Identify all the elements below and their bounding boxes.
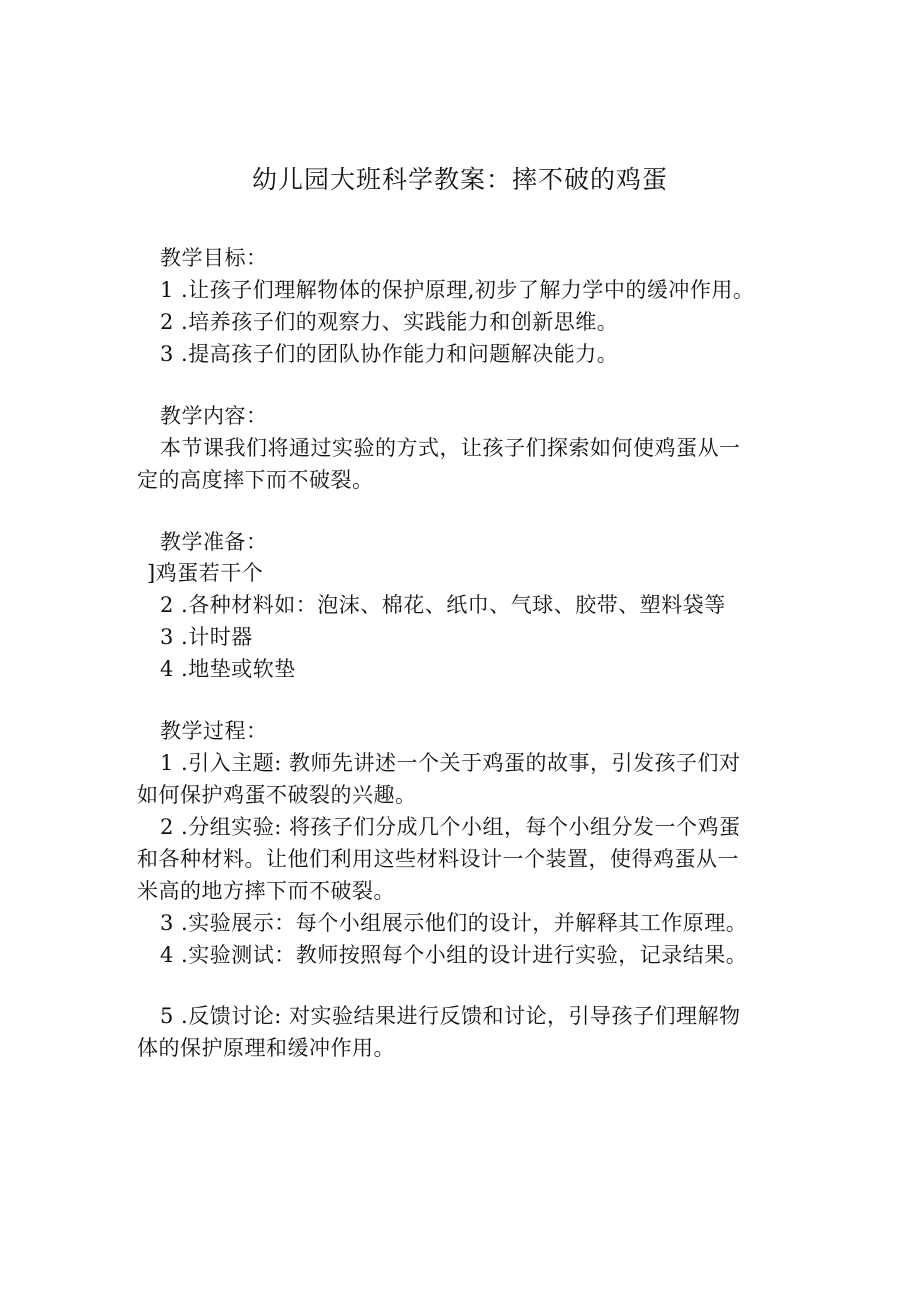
preparation-item-4: 4 .地垫或软垫 [160, 657, 296, 681]
process-heading: 教学过程： [160, 719, 268, 743]
document-title: 幼儿园大班科学教案：摔不破的鸡蛋 [251, 165, 668, 194]
process-line-3: 2 .分组实验: 将孩子们分成几个小组，每个小组分发一个鸡蛋 [160, 815, 741, 839]
process-line-5: 米高的地方摔下而不破裂。 [137, 879, 395, 903]
process-line-6: 3 .实验展示：每个小组展示他们的设计，并解释其工作原理。 [160, 911, 748, 935]
process-line-7: 4 .实验测试：教师按照每个小组的设计进行实验，记录结果。 [160, 943, 748, 967]
process-line-1: 1 .引入主题: 教师先讲述一个关于鸡蛋的故事，引发孩子们对 [160, 751, 741, 775]
preparation-item-3: 3 .计时器 [160, 625, 253, 649]
content-line-2: 定的高度摔下而不破裂。 [137, 468, 374, 492]
process-line-2: 如何保护鸡蛋不破裂的兴趣。 [137, 783, 417, 807]
process-line-8: 5 .反馈讨论: 对实验结果进行反馈和讨论，引导孩子们理解物 [160, 1004, 741, 1028]
objective-item-1: 1 .让孩子们理解物体的保护原理,初步了解力学中的缓冲作用。 [160, 278, 755, 302]
preparation-item-1: ]鸡蛋若干个 [147, 561, 264, 585]
objectives-heading: 教学目标： [160, 246, 268, 270]
preparation-item-2: 2 .各种材料如：泡沫、棉花、纸巾、气球、胶带、塑料袋等 [160, 593, 726, 617]
preparation-heading: 教学准备： [160, 530, 268, 554]
content-line-1: 本节课我们将通过实验的方式，让孩子们探索如何使鸡蛋从一 [160, 436, 741, 460]
objective-item-3: 3 .提高孩子们的团队协作能力和问题解决能力。 [160, 342, 619, 366]
process-line-4: 和各种材料。让他们利用这些材料设计一个装置，使得鸡蛋从一 [137, 847, 739, 871]
content-heading: 教学内容： [160, 404, 268, 428]
process-line-9: 体的保护原理和缓冲作用。 [137, 1036, 395, 1060]
objective-item-2: 2 .培养孩子们的观察力、实践能力和创新思维。 [160, 310, 619, 334]
